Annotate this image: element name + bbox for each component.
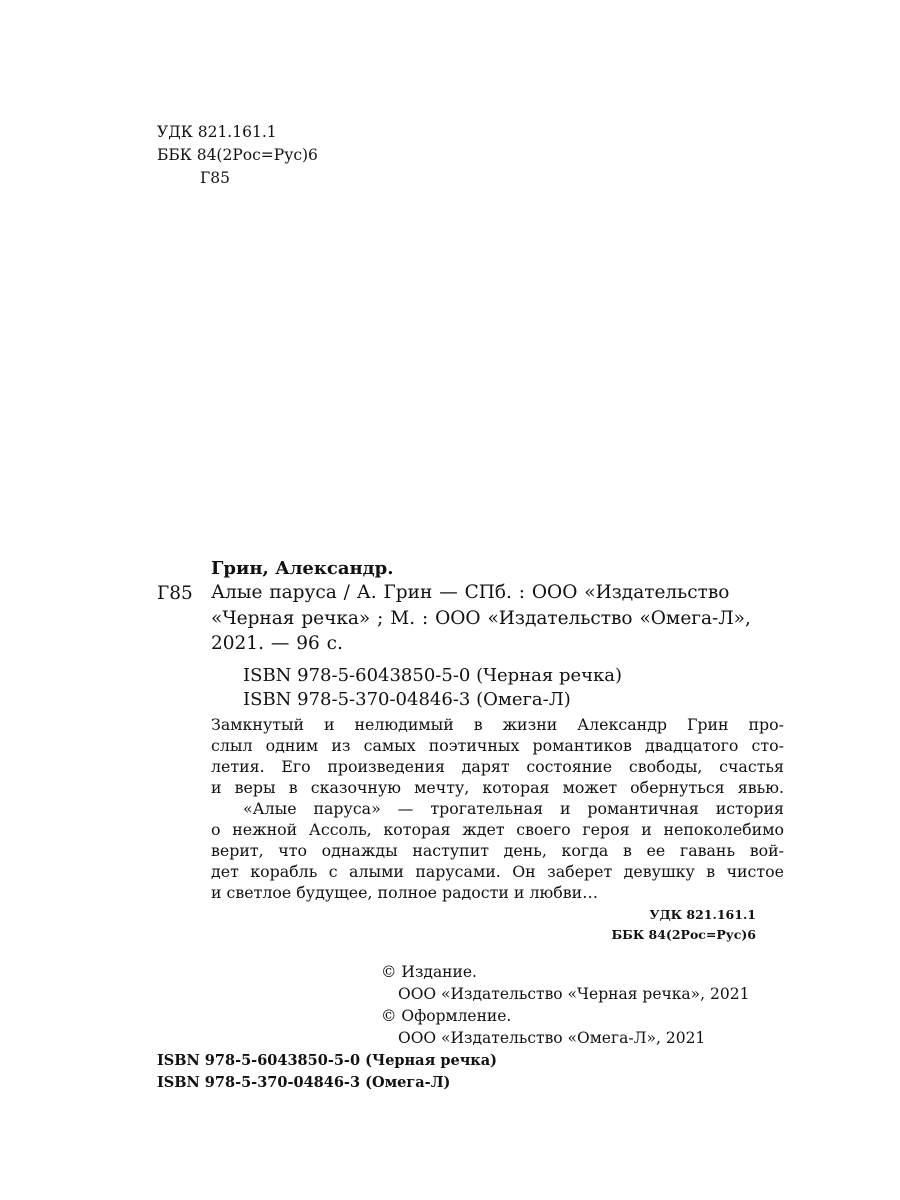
annotation-line: Замкнутый и нелюдимый в жизни Александр Грин про- (211, 715, 784, 734)
record-isbn (243, 664, 622, 712)
annotation-line: и светлое будущее, полное радости и любви… (211, 883, 599, 902)
annotation-line: слыл одним из самых поэтичных романтиков двадцатого сто- (211, 736, 784, 755)
annotation-line: дет корабль с алыми парусами. Он заберет девушку в чистое (211, 862, 784, 881)
classification-header (157, 121, 318, 190)
copyright-line: ООО «Издательство «Черная речка», 2021 (398, 985, 750, 1003)
isbn-block (157, 1050, 497, 1094)
annotation-line: и веры в сказочную мечту, которая может обернуться явью. (211, 778, 784, 797)
annotation-line: «Алые паруса» — трогательная и романтичная история (243, 799, 784, 818)
copyright-line: ООО «Издательство «Омега-Л», 2021 (398, 1029, 706, 1047)
isbn-line: ISBN 978-5-6043850-5-0 (Черная речка) (157, 1052, 498, 1069)
annotation-line: летия. Его произведения дарят состояние свободы, счастья (211, 757, 784, 776)
title-line: «Черная речка» ; М. : ООО «Издательство «Омега-Л», (211, 607, 751, 629)
copyright-block (381, 961, 749, 1049)
record-classification (611, 905, 756, 945)
record-author-mark: Г85 (157, 583, 193, 604)
isbn-line: ISBN 978-5-370-04846-3 (Омега-Л) (157, 1074, 451, 1091)
annotation-line: о нежной Ассоль, которая ждет своего героя и непоколебимо (211, 820, 784, 839)
record-title (211, 580, 751, 657)
bbk-code: ББК 84(2Рос=Рус)6 (611, 927, 756, 942)
udk-code: УДК 821.161.1 (157, 123, 277, 141)
copyright-line: © Оформление. (381, 1007, 512, 1025)
author-mark: Г85 (200, 169, 230, 187)
annotation (211, 714, 784, 903)
annotation-line: верит, что однажды наступит день, когда в ее гавань вой- (211, 841, 784, 860)
copyright-line: © Издание. (381, 963, 477, 981)
title-line: Алые паруса / А. Грин — СПб. : ООО «Издательство (211, 582, 730, 603)
record-author: Грин, Александр. (211, 558, 394, 579)
isbn-line: ISBN 978-5-370-04846-3 (Омега-Л) (243, 689, 571, 710)
bbk-code: ББК 84(2Рос=Рус)6 (157, 146, 318, 164)
isbn-line: ISBN 978-5-6043850-5-0 (Черная речка) (243, 665, 623, 686)
title-line: 2021. — 96 с. (211, 633, 343, 654)
udk-code: УДК 821.161.1 (649, 907, 756, 922)
